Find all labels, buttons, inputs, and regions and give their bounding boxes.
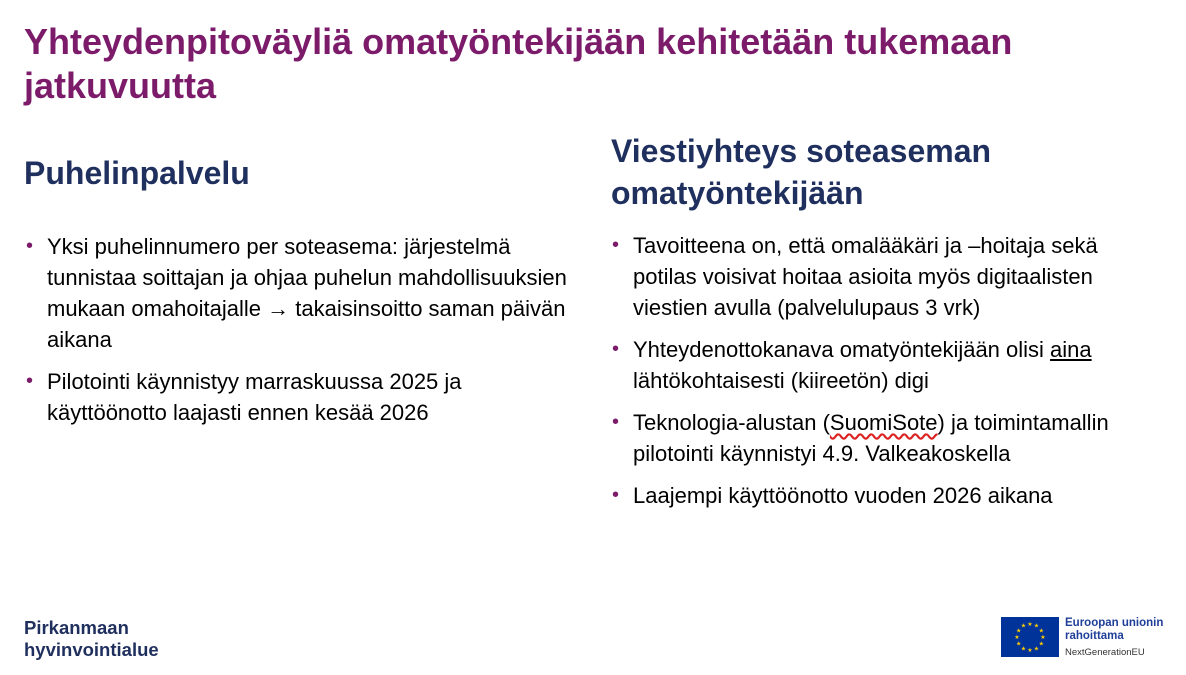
list-item — [612, 230, 1157, 323]
svg-text:★: ★ — [1016, 627, 1022, 635]
eu-funding-text — [1065, 617, 1163, 659]
right-arrow-icon: → — [267, 296, 290, 321]
left-bullet-list — [26, 231, 571, 439]
svg-text:★: ★ — [1038, 627, 1044, 635]
eu-funding-badge — [1001, 617, 1171, 661]
bullet-text: ) ja toimintamallin pilotointi käynnistyi 4.9. Valkeakoskella — [633, 410, 1109, 466]
bullet-icon: • — [612, 484, 620, 506]
eu-flag-icon — [1001, 617, 1059, 657]
list-item — [26, 231, 571, 355]
bullet-text: Laajempi käyttöönotto vuoden 2026 aikana — [633, 483, 1053, 508]
svg-text:★: ★ — [1016, 640, 1022, 648]
svg-text:★: ★ — [1020, 645, 1027, 653]
eu-funding-line1: Euroopan unionin — [1065, 617, 1164, 629]
slide-title: Yhteydenpitoväyliä omatyöntekijään kehitetään tukemaan jatkuvuutta — [24, 21, 1013, 106]
bullet-icon: • — [26, 235, 34, 257]
bullet-text: takaisinsoitto saman päivän aikana — [47, 296, 566, 352]
bullet-icon: • — [612, 234, 620, 256]
left-column-heading: Puhelinpalvelu — [24, 155, 250, 191]
organization-logo — [24, 617, 159, 661]
eu-funding-line3: NextGenerationEU — [1065, 647, 1145, 658]
spellcheck-word: SuomiSote — [829, 410, 938, 435]
svg-text:★: ★ — [1014, 634, 1020, 641]
organization-name-line1: Pirkanmaan — [24, 617, 129, 638]
right-column-heading: Viestiyhteys soteaseman omatyöntekijään — [611, 133, 992, 211]
svg-text:★: ★ — [1033, 645, 1040, 653]
svg-text:★: ★ — [1027, 621, 1033, 628]
list-item — [612, 407, 1157, 469]
svg-text:★: ★ — [1033, 622, 1040, 630]
bullet-icon: • — [612, 411, 620, 433]
svg-text:★: ★ — [1040, 634, 1046, 641]
bullet-text: Yhteydenottokanava omatyöntekijään olisi — [633, 337, 1051, 362]
bullet-text: Pilotointi käynnistyy marraskuussa 2025 ja käyttöönotto laajasti ennen kesää 2026 — [47, 369, 462, 425]
bullet-text: Yksi puhelinnumero per soteasema: järjestelmä tunnistaa soittajan ja ohjaa puhelun mahdollisuuksien mukaan omahoitajalle — [47, 234, 567, 321]
svg-text:★: ★ — [1038, 640, 1044, 648]
organization-name-line2: hyvinvointialue — [24, 639, 159, 660]
bullet-icon: • — [26, 370, 34, 392]
eu-funding-line2: rahoittama — [1065, 630, 1124, 642]
svg-text:★: ★ — [1020, 622, 1027, 630]
svg-text:★: ★ — [1027, 647, 1033, 654]
bullet-text: lähtökohtaisesti (kiireetön) digi — [633, 368, 929, 393]
list-item — [612, 480, 1157, 511]
list-item — [612, 334, 1157, 396]
list-item — [26, 366, 571, 428]
bullet-icon: • — [612, 338, 620, 360]
right-bullet-list — [612, 230, 1157, 522]
bullet-text: Tavoitteena on, että omalääkäri ja –hoitaja sekä potilas voisivat hoitaa asioita myös digitaalisten viestien avulla (palvelulupaus 3 vrk) — [633, 233, 1098, 320]
underlined-word: aina — [1050, 337, 1092, 362]
bullet-text: Teknologia-alustan ( — [633, 410, 830, 435]
